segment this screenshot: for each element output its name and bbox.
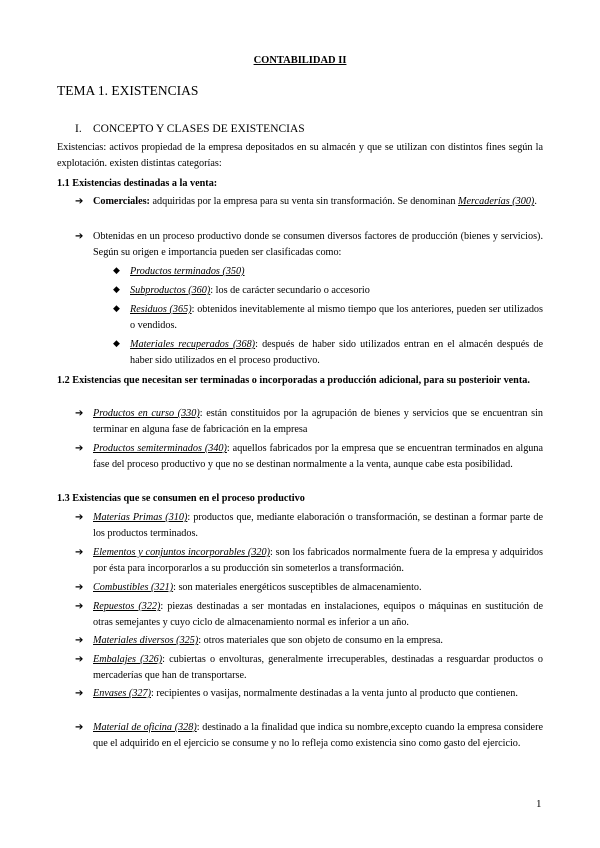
arrow-icon: ➔ xyxy=(75,512,84,523)
diamond-bullet-icon: ◆ xyxy=(113,304,120,314)
list-item: ➔ Productos en curso (330): están constituidos por la agrupación de bienes y servicios que se encuentran sin terminar en alguna fase de fabricación en la empresa xyxy=(75,408,543,435)
list-item: ➔ Materiales diversos (325): otros materiales que son objeto de consumo en la empresa. xyxy=(75,633,543,649)
list-item: ➔ Combustibles (321): son materiales energéticos susceptibles de almacenamiento. xyxy=(75,580,543,596)
item-term: Combustibles (321) xyxy=(93,582,174,593)
list-item: ➔ Productos semiterminados (340): aquellos fabricados por la empresa que se encuentran terminados en alguna fase del proceso productivo y que no se destinan normalmente a la venta, aunque cabe esta posibilidad. xyxy=(75,443,543,470)
sub-list-item xyxy=(113,264,543,280)
list-item: ➔ Comerciales: adquiridas por la empresa para su venta sin transformación. Se denominan Mercaderías (300). xyxy=(75,194,543,210)
arrow-icon: ➔ xyxy=(75,196,84,207)
item-term: Productos semiterminados (340) xyxy=(93,443,227,454)
arrow-icon: ➔ xyxy=(75,547,84,558)
section-number: I. xyxy=(75,123,82,135)
sub-list-item: ◆ Materiales recuperados (368): después de haber sido utilizados entran en el almacén después de haber sido utilizados en el proceso productivo. xyxy=(113,339,543,366)
item-term: Productos terminados (350) xyxy=(130,266,245,277)
item-term: Embalajes (326) xyxy=(93,654,163,665)
item-term: Materiales diversos (325) xyxy=(93,635,199,646)
arrow-icon: ➔ xyxy=(75,582,84,593)
arrow-icon: ➔ xyxy=(75,688,84,699)
item-term: Material de oficina (328) xyxy=(93,722,197,733)
diamond-bullet-icon: ◆ xyxy=(113,285,120,295)
list-item: ➔ Materias Primas (310): productos que, mediante elaboración o transformación, se destinan a formar parte de los productos terminados. xyxy=(75,512,543,539)
section-heading xyxy=(75,123,305,135)
list-item: ➔ Embalajes (326): cubiertas o envolturas, generalmente irrecuperables, destinadas a resguardar productos o mercaderías que han de transportarse. xyxy=(75,654,543,681)
list-item xyxy=(75,229,543,260)
item-term: Subproductos (360) xyxy=(130,285,211,296)
item-term: Repuestos (322) xyxy=(93,601,161,612)
section-title: CONCEPTO Y CLASES DE EXISTENCIAS xyxy=(93,123,305,135)
arrow-icon: ➔ xyxy=(75,408,84,419)
diamond-bullet-icon: ◆ xyxy=(113,266,120,276)
arrow-icon: ➔ xyxy=(75,654,84,665)
sub-list-item: ◆ Subproductos (360): los de carácter secundario o accesorio xyxy=(113,283,543,299)
list-item: ➔ Repuestos (322): piezas destinadas a ser montadas en instalaciones, equipos o máquinas en sustitución de otras semejantes y cuyo ciclo de almacenamiento normal es inferior a un año. xyxy=(75,601,544,628)
list-item: ➔ Envases (327): recipientes o vasijas, normalmente destinadas a la venta junto al producto que contienen. xyxy=(75,686,543,702)
subsection-1-1-title: 1.1 Existencias destinadas a la venta: xyxy=(57,178,218,189)
subsection-1-2-title: 1.2 Existencias que necesitan ser terminadas o incorporadas a producción adicional, para su posterioir venta. xyxy=(57,375,530,386)
list-item: ➔ Material de oficina (328): destinado a la finalidad que indica su nombre,excepto cuando la empresa considere que el adquirido en el ejercicio se consume y no lo refleja como existencia sino como gasto del ejercicio. xyxy=(75,722,543,749)
course-title: CONTABILIDAD II xyxy=(253,55,347,66)
item-term: Residuos (365) xyxy=(130,304,192,315)
arrow-icon: ➔ xyxy=(75,443,84,454)
arrow-icon: ➔ xyxy=(75,722,84,733)
arrow-icon: ➔ xyxy=(75,231,84,242)
list-item: ➔ Elementos y conjuntos incorporables (320): son los fabricados normalmente fuera de la empresa y adquiridos por ésta para incorporarlos a su producción sin someterlos a transformación. xyxy=(75,547,543,574)
item-term: Productos en curso (330) xyxy=(93,408,200,419)
item-text: Obtenidas en un proceso productivo donde se consumen diversos factores de producción (bienes y servicios). Según su origen e importancia pueden ser clasificadas como: xyxy=(93,231,543,258)
item-term: Mercaderías (300) xyxy=(458,196,535,207)
item-term: Envases (327) xyxy=(93,688,151,699)
tema-title: TEMA 1. EXISTENCIAS xyxy=(57,83,199,98)
arrow-icon: ➔ xyxy=(75,601,84,612)
item-term: Materias Primas (310) xyxy=(93,512,188,523)
diamond-bullet-icon: ◆ xyxy=(113,339,120,349)
arrow-icon: ➔ xyxy=(75,635,84,646)
item-term: Materiales recuperados (368) xyxy=(130,339,256,350)
subsection-1-3-title: 1.3 Existencias que se consumen en el proceso productivo xyxy=(57,493,305,504)
page-number: 1 xyxy=(536,798,542,810)
sub-list-item: ◆ Residuos (365): obtenidos inevitablemente al mismo tiempo que los anteriores, pueden ser utilizados o vendidos. xyxy=(113,304,543,331)
item-term: Elementos y conjuntos incorporables (320) xyxy=(93,547,271,558)
intro-paragraph: Existencias: activos propiedad de la empresa depositados en su almacén y que se utilizan con distintos fines según la explotación. existen distintas categorías: xyxy=(57,142,543,169)
item-label: Comerciales: xyxy=(93,196,150,207)
